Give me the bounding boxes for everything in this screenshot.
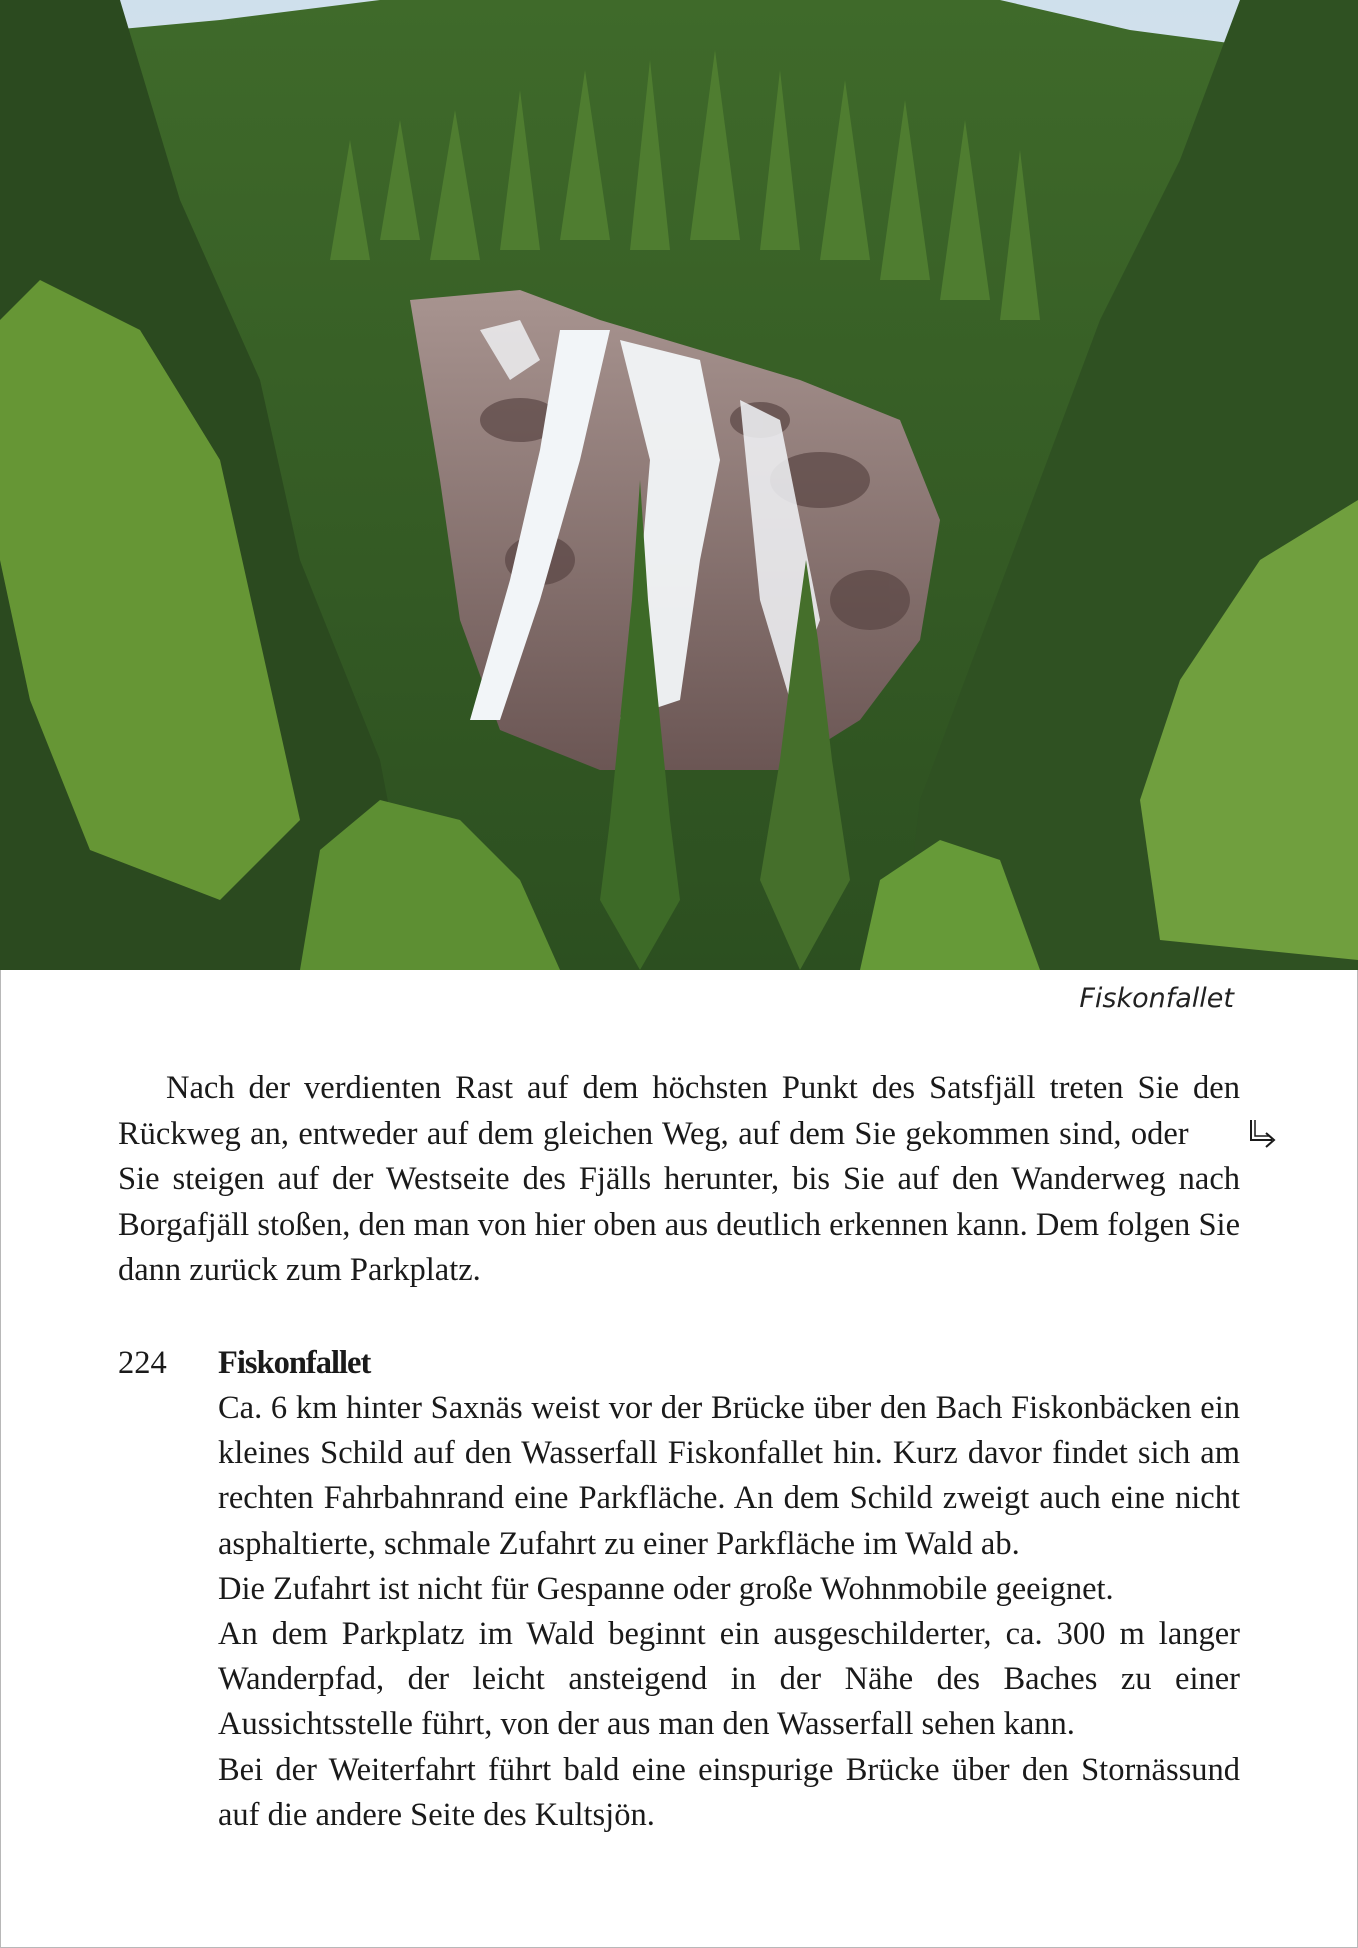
section-title: Fiskonfallet (218, 1345, 371, 1381)
section-paragraph-1: Ca. 6 km hinter Saxnäs weist vor der Brücke über den Bach Fiskonbäcken ein kleines Schild auf den Wasserfall Fiskonfallet hin. Kurz davor findet sich am rechten Fahrbahnrand eine Parkfläche. An dem Schild zweigt auch eine nicht asphaltierte, schmale Zufahrt zu einer Parkfläche im Wald ab. (218, 1390, 1240, 1562)
section-heading (118, 1340, 1240, 1386)
intro-text (118, 1066, 1240, 1294)
section-paragraph-3: An dem Parkplatz im Wald beginnt ein ausgeschilderter, ca. 300 m langer Wanderpfad, der leicht ansteigend in der Nähe des Baches zu einer Aussichtsstelle führt, von der aus man den Wasserfall sehen kann. (218, 1616, 1240, 1743)
waterfall-illustration (0, 0, 1358, 970)
turn-arrow-icon (1198, 1116, 1232, 1146)
intro-paragraph (118, 1066, 1240, 1294)
section-body (218, 1386, 1240, 1838)
intro-text-part2: Sie steigen auf der Westseite des Fjälls herunter, bis Sie auf den Wanderweg nach Borgafjäll stoßen, den man von hier oben aus deutlich erkennen kann. Dem folgen Sie dann zurück zum Parkplatz. (118, 1161, 1240, 1288)
photo-caption: Fiskonfallet (1079, 983, 1234, 1014)
section-paragraph-4: Bei der Weiterfahrt führt bald eine einspurige Brücke über den Stornässund auf die andere Seite des Kultsjön. (218, 1751, 1240, 1833)
section-paragraph-2: Die Zufahrt ist nicht für Gespanne oder große Wohnmobile geeignet. (218, 1570, 1114, 1607)
section-number: 224 (118, 1345, 167, 1381)
turn-arrow-icon-svg (1246, 1118, 1280, 1148)
intro-text-part1: Nach der verdienten Rast auf dem höchsten Punkt des Satsfjäll treten Sie den Rückweg an, entweder auf dem gleichen Weg, auf dem Sie gekommen sind, oder (118, 1070, 1240, 1152)
waterfall-photo (0, 0, 1358, 970)
